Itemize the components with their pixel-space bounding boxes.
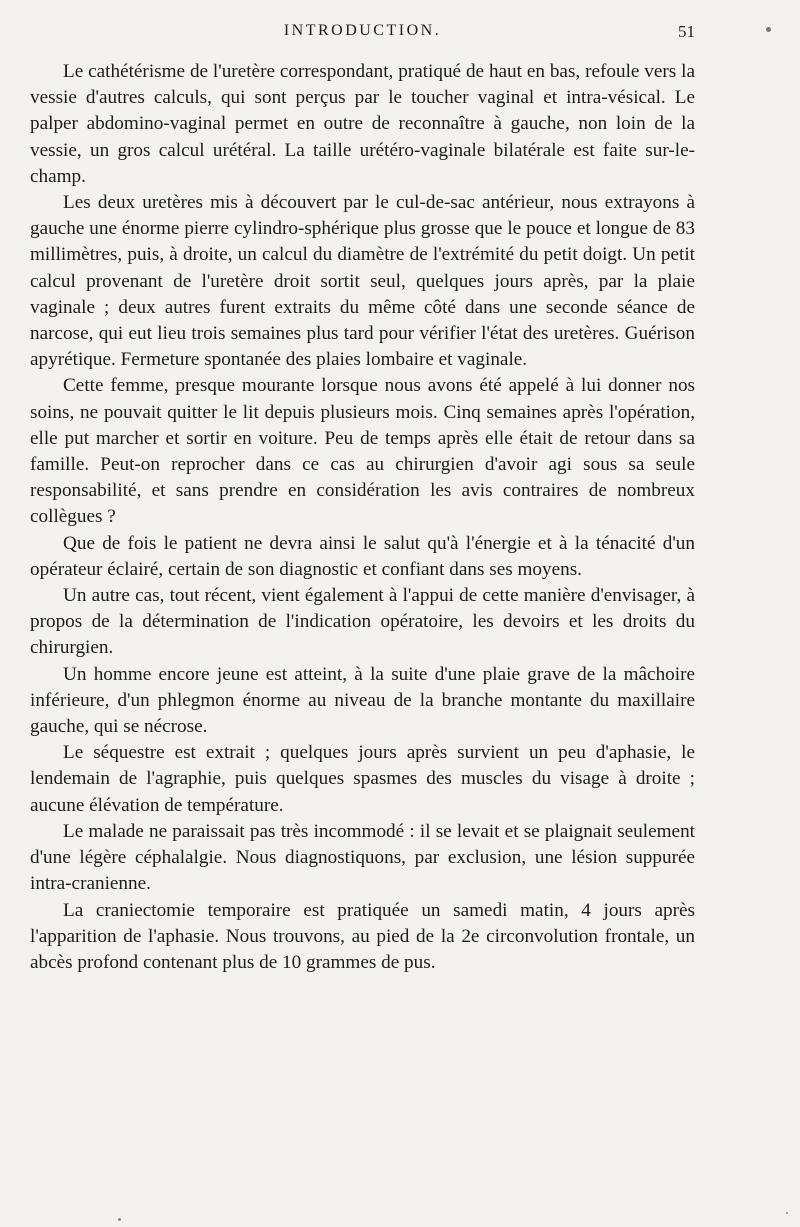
paragraph-homme: Un homme encore jeune est atteint, à la suite d'une plaie grave de la mâchoire inférieure, d'un phlegmon énorme au niveau de la branche montante du maxillaire gauche, qui se nécrose. <box>30 663 695 738</box>
paragraph-sequestre: Le séquestre est extrait ; quelques jours après survient un peu d'aphasie, le lendemain de l'agraphie, puis quelques spasmes des muscles du visage à droite ; aucune élévation de température. <box>30 742 695 816</box>
paper-speck <box>786 1212 788 1214</box>
paper-speck <box>118 1218 121 1221</box>
paragraph-femme: Cette femme, presque mourante lorsque nous avons été appelé à lui donner nos soins, ne pouvait quitter le lit depuis plusieurs mois. Cinq semaines après l'opération, elle put marcher et sortir en voiture. Peu de temps après elle était de retour dans sa famille. Peut-on reprocher dans ce cas au chirurgien d'avoir agi sous sa seule responsabilité, et sans prendre en considération les avis contraires de nombreux collègues ? <box>30 375 695 528</box>
running-title: INTRODUCTION. <box>283 22 442 39</box>
paragraph-patient: Que de fois le patient ne devra ainsi le salut qu'à l'énergie et à la ténacité d'un opérateur éclairé, certain de son diagnostic et confiant dans ses moyens. <box>30 532 695 580</box>
paragraph-autre-cas: Un autre cas, tout récent, vient également à l'appui de cette manière d'envisager, à propos de la détermination de l'indication opératoire, les devoirs et les droits du chirurgien. <box>30 585 695 659</box>
body-text <box>30 59 695 976</box>
page-header <box>30 22 695 46</box>
paragraph-calculs: Le cathétérisme de l'uretère correspondant, pratiqué de haut en bas, refoule vers la vessie d'autres calculs, qui sont perçus par le toucher vaginal et intra-vésical. Le palper abdomino-vaginal permet en outre de reconnaître à gauche, non loin de la vessie, un gros calcul urétéral. La taille urétéro-vaginale bilatérale est faite sur-le-champ. <box>30 61 695 187</box>
paragraph-uretères: Les deux uretères mis à découvert par le cul-de-sac antérieur, nous extrayons à gauche une énorme pierre cylindro-sphérique plus grosse que le pouce et longue de 83 millimètres, puis, à droite, un calcul du diamètre de l'extrémité du petit doigt. Un petit calcul provenant de l'uretère droit sortit seul, quelques jours après, par la plaie vaginale ; deux autres furent extraits du même côté dans une seconde séance de narcose, qui eut lieu trois semaines plus tard pour vérifier l'état des uretères. Guérison apyrétique. Fermeture spontanée des plaies lombaire et vaginale. <box>30 192 695 371</box>
page-number: 51 <box>678 22 695 41</box>
paragraph-malade: Le malade ne paraissait pas très incommodé : il se levait et se plaignait seulement d'une légère céphalalgie. Nous diagnostiquons, par exclusion, une lésion suppurée intra-cranienne. <box>30 820 695 895</box>
margin-dot <box>766 27 771 32</box>
paragraph-craniectomie: La craniectomie temporaire est pratiquée un samedi matin, 4 jours après l'apparition de l'aphasie. Nous trouvons, au pied de la 2e circonvolution frontale, un abcès profond contenant plus de 10 grammes de pus. <box>30 899 695 973</box>
